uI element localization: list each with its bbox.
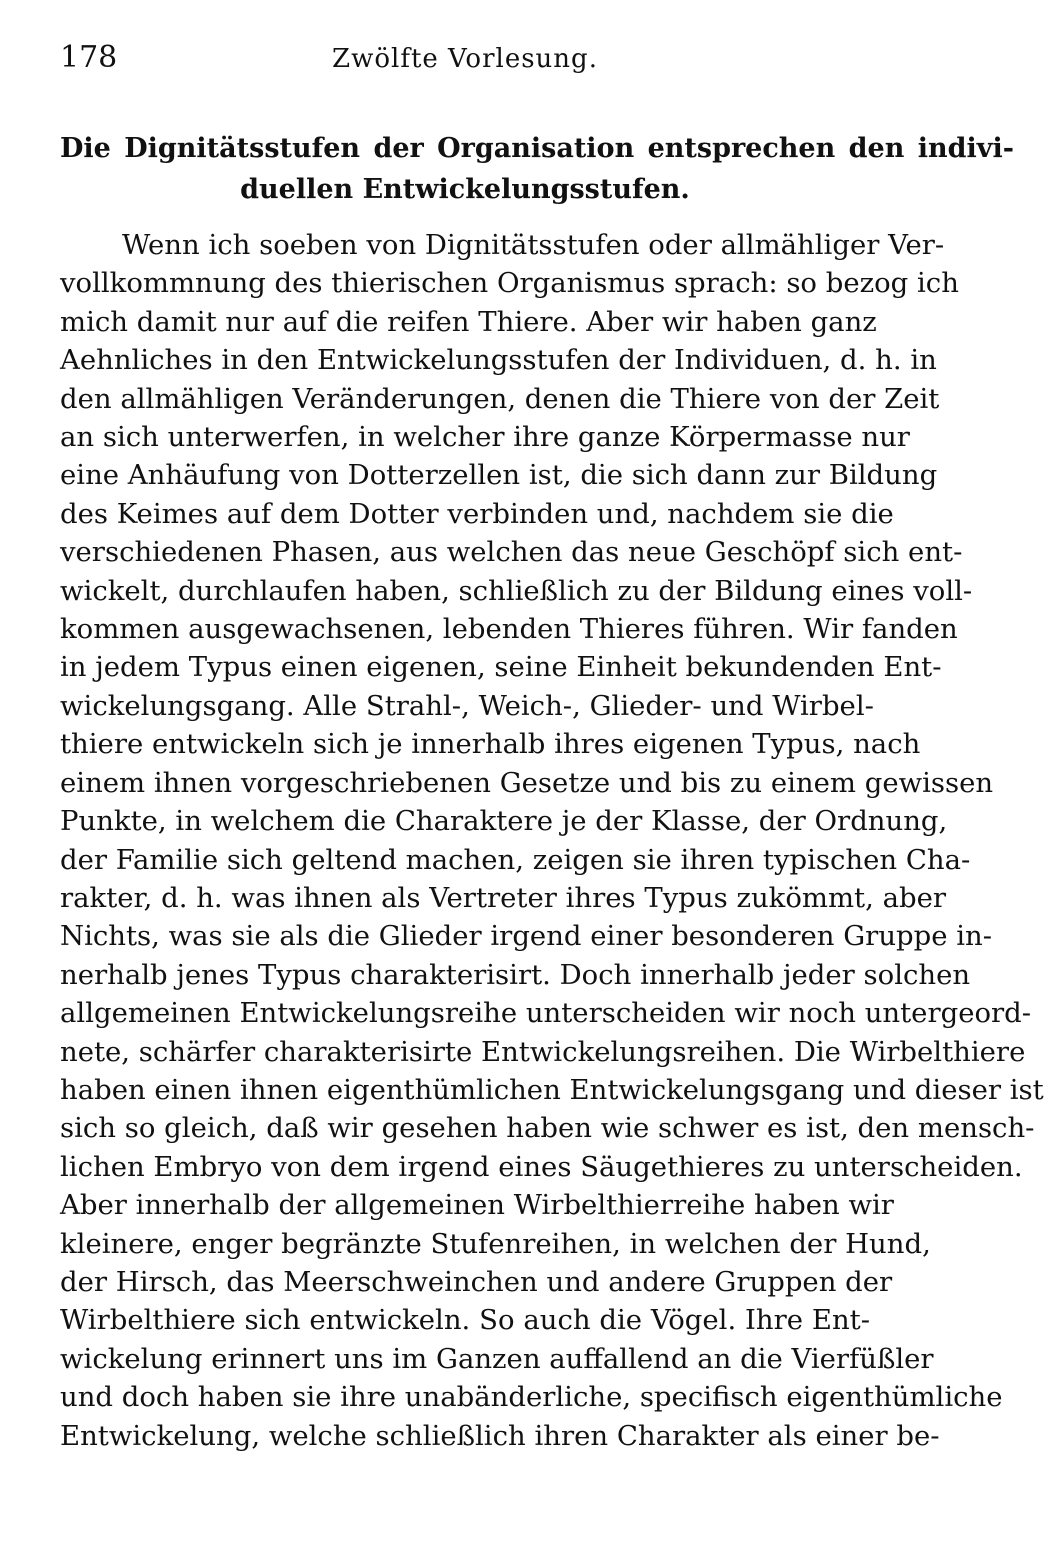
text-line: einem ihnen vorgeschriebenen Gesetze und bis zu einem gewissen — [60, 766, 994, 799]
text-line: rakter, d. h. was ihnen als Vertreter ihres Typus zukömmt, aber — [60, 881, 946, 914]
text-line: Entwickelung, welche schließlich ihren Charakter als einer be- — [60, 1419, 940, 1452]
section-heading — [60, 128, 1014, 210]
text-line: kleinere, enger begränzte Stufenreihen, in welchen der Hund, — [60, 1227, 931, 1260]
text-line: verschiedenen Phasen, aus welchen das neue Geschöpf sich ent- — [60, 536, 963, 569]
heading-line: Die Dignitätsstufen der Organisation entsprechen den indivi- — [60, 133, 1014, 164]
text-line: kommen ausgewachsenen, lebenden Thieres führen. Wir fanden — [60, 613, 958, 646]
text-line: nete, schärfer charakterisirte Entwickelungsreihen. Die Wirbelthiere — [60, 1035, 1026, 1068]
body-paragraph — [60, 226, 1044, 1455]
running-head — [60, 40, 870, 80]
text-line: Wirbelthiere sich entwickeln. So auch die Vögel. Ihre Ent- — [60, 1304, 870, 1337]
text-line: wickelt, durchlaufen haben, schließlich zu der Bildung eines voll- — [60, 574, 973, 607]
text-line: an sich unterwerfen, in welcher ihre ganze Körpermasse nur — [60, 421, 910, 454]
text-line: haben einen ihnen eigenthümlichen Entwickelungsgang und dieser ist — [60, 1073, 1044, 1106]
text-line: allgemeinen Entwickelungsreihe unterscheiden wir noch untergeord- — [60, 997, 1032, 1030]
text-line: in jedem Typus einen eigenen, seine Einheit bekundenden Ent- — [60, 651, 942, 684]
page-number: 178 — [60, 40, 118, 75]
text-line: Nichts, was sie als die Glieder irgend einer besonderen Gruppe in- — [60, 920, 993, 953]
text-line: Wenn ich soeben von Dignitätsstufen oder allmähliger Ver- — [122, 229, 945, 261]
text-line: mich damit nur auf die reifen Thiere. Aber wir haben ganz — [60, 305, 877, 338]
text-line: Aber innerhalb der allgemeinen Wirbelthierreihe haben wir — [60, 1189, 894, 1222]
text-line: thiere entwickeln sich je innerhalb ihres eigenen Typus, nach — [60, 728, 921, 761]
text-line: lichen Embryo von dem irgend eines Säugethieres zu unterscheiden. — [60, 1150, 1023, 1183]
text-line: und doch haben sie ihre unabänderliche, specifisch eigenthümliche — [60, 1381, 1003, 1414]
text-line: den allmähligen Veränderungen, denen die Thiere von der Zeit — [60, 382, 940, 415]
text-line: der Familie sich geltend machen, zeigen sie ihren typischen Cha- — [60, 843, 971, 876]
text-line: vollkommnung des thierischen Organismus sprach: so bezog ich — [60, 267, 959, 300]
text-line: nerhalb jenes Typus charakterisirt. Doch innerhalb jeder solchen — [60, 958, 971, 991]
text-line: Aehnliches in den Entwickelungsstufen der Individuen, d. h. in — [60, 344, 937, 377]
heading-line: duellen Entwickelungsstufen. — [240, 174, 690, 205]
running-title: Zwölfte Vorlesung. — [332, 44, 598, 74]
text-line: Punkte, in welchem die Charaktere je der Klasse, der Ordnung, — [60, 805, 948, 838]
text-line: des Keimes auf dem Dotter verbinden und, nachdem sie die — [60, 497, 894, 530]
text-line: der Hirsch, das Meerschweinchen und andere Gruppen der — [60, 1265, 893, 1298]
text-line: sich so gleich, daß wir gesehen haben wie schwer es ist, den mensch- — [60, 1112, 1035, 1145]
text-line: wickelung erinnert uns im Ganzen auffallend an die Vierfüßler — [60, 1342, 934, 1375]
text-line: wickelungsgang. Alle Strahl-, Weich-, Glieder- und Wirbel- — [60, 689, 874, 722]
text-line: eine Anhäufung von Dotterzellen ist, die sich dann zur Bildung — [60, 459, 938, 492]
